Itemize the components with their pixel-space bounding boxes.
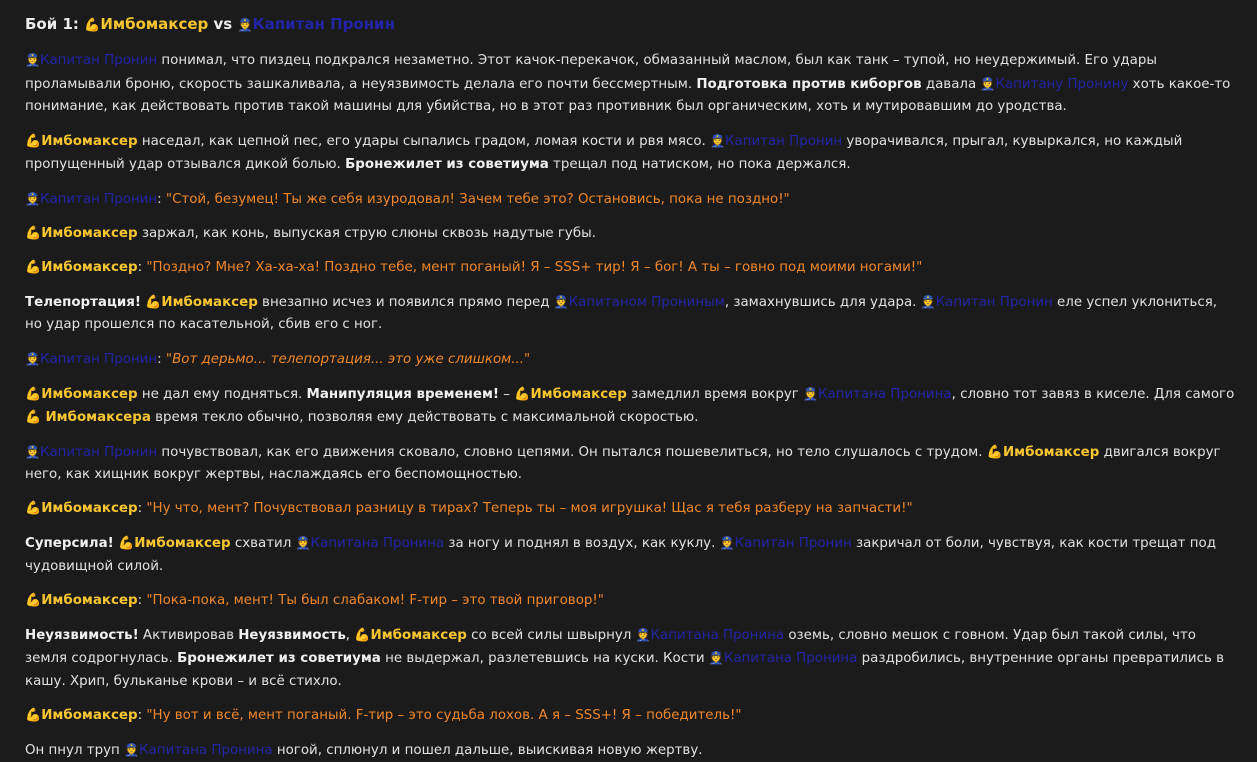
flexed-biceps-icon: 💪 — [25, 708, 41, 723]
narration-text: со всей силы швырнул — [467, 628, 636, 643]
narration-text: ногой, сплюнул и пошел дальше, выискивая новую жертву. — [273, 743, 703, 758]
skill-name: Суперсила! — [25, 536, 114, 551]
narration-text: Активировав — [139, 628, 239, 643]
narration-text: Он пнул труп — [25, 743, 124, 758]
narration-text: давала — [922, 77, 981, 92]
narration-text: , словно тот завяз в киселе. Для самого — [952, 387, 1235, 402]
flexed-biceps-icon: 💪 — [514, 387, 530, 402]
flexed-biceps-icon: 💪 — [354, 628, 370, 643]
narration-text: оземь, словно мешок с говном. Удар был такой силы, что земля содрогнулась. — [25, 628, 1196, 667]
skill-name: Подготовка против киборгов — [696, 77, 921, 92]
narration-text: – — [499, 387, 514, 402]
pronin-name: Капитана Пронина — [651, 628, 785, 643]
item-name: Бронежилет из советиума — [345, 157, 549, 172]
paragraph-11 — [25, 532, 1237, 578]
speaker-separator: : — [138, 501, 147, 516]
flexed-biceps-icon: 💪 — [145, 295, 161, 310]
paragraph-15 — [25, 739, 1237, 762]
imbomaxer-name: Имбомаксер — [41, 226, 137, 241]
dialogue-quote: "Ну вот и всё, мент поганый. F-тир – это судьба лохов. А я – SSS+! Я – победитель!" — [146, 708, 741, 723]
narration-text: закричал от боли, чувствуя, как кости трещат под чудовищной силой. — [25, 536, 1216, 574]
narration-text: трещал под натиском, но пока держался. — [549, 157, 851, 172]
narration-text: внезапно исчез и появился прямо перед — [258, 295, 554, 310]
dialogue-quote: "Вот дерьмо... телепортация... это уже слишком..." — [166, 352, 530, 367]
flexed-biceps-icon: 💪 — [25, 501, 41, 516]
dialogue-quote: "Пока-пока, мент! Ты был слабаком! F-тир – это твой приговор!" — [146, 593, 604, 608]
narration-text: раздробились, внутренние органы превратились в кашу. Хрип, бульканье крови – и всё стихло. — [25, 651, 1224, 689]
pronin-name: Капитан Пронин — [40, 445, 157, 460]
imbomaxer-name: Имбомаксер — [41, 387, 137, 402]
narration-text: , замахнувшись для удара. — [725, 295, 921, 310]
pronin-name: Капитана Пронина — [139, 743, 273, 758]
imbomaxer-name: Имбомаксер — [134, 536, 230, 551]
skill-name: Телепортация! — [25, 295, 141, 310]
flexed-biceps-icon: 💪 — [25, 134, 41, 149]
paragraph-14 — [25, 705, 1237, 728]
speaker-separator: : — [157, 352, 166, 367]
police-officer-icon: 👮 — [709, 651, 724, 665]
police-officer-icon: 👮 — [124, 743, 139, 757]
pronin-name: Капитана Пронина — [311, 536, 445, 551]
paragraph-9 — [25, 441, 1237, 487]
narration-text: за ногу и поднял в воздух, как куклу. — [444, 536, 720, 551]
narration-text: наседал, как цепной пес, его удары сыпались градом, ломая кости и рвя мясо. — [138, 134, 710, 149]
pronin-name: Капитаном Прониным — [569, 295, 725, 310]
flexed-biceps-icon: 💪 — [25, 260, 41, 275]
paragraph-6 — [25, 291, 1237, 337]
narration-text: уворачивался, прыгал, кувыркался, но каждый пропущенный удар отзывался дикой болью. — [25, 134, 1182, 172]
pronin-name: Капитан Пронин — [936, 295, 1053, 310]
battle-title — [25, 12, 1237, 38]
imbomaxer-name: Имбомаксера — [45, 410, 150, 425]
police-officer-icon: 👮 — [25, 445, 40, 459]
police-officer-icon: 👮 — [25, 352, 40, 366]
police-officer-icon: 👮 — [710, 134, 725, 148]
skill-name: Манипуляция временем! — [307, 387, 500, 402]
police-officer-icon: 👮 — [980, 77, 995, 91]
pronin-name: Капитана Пронина — [818, 387, 952, 402]
fighter-pronin: Капитан Пронин — [252, 15, 395, 33]
dialogue-quote: "Поздно? Мне? Ха-ха-ха! Поздно тебе, мент поганый! Я – SSS+ тир! Я – бог! А ты – говно под моими ногами!" — [146, 260, 922, 275]
imbomaxer-name: Имбомаксер — [41, 501, 137, 516]
police-officer-icon: 👮 — [25, 192, 40, 206]
police-officer-icon: 👮 — [636, 628, 651, 642]
narration-text: схватил — [231, 536, 296, 551]
dialogue-quote: "Стой, безумец! Ты же себя изуродовал! Зачем тебе это? Остановись, пока не поздно!" — [166, 192, 790, 207]
flexed-biceps-icon: 💪 — [118, 536, 134, 551]
pronin-name: Капитан Пронин — [40, 352, 157, 367]
police-officer-icon: 👮 — [803, 387, 818, 401]
narration-text: хоть какое-то понимание, как действовать против такой машины для убийства, но в этот раз противник был органическим, хоть и мутировавшим до уродства. — [25, 77, 1230, 115]
pronin-name: Капитан Пронин — [725, 134, 842, 149]
imbomaxer-name: Имбомаксер — [41, 708, 137, 723]
speaker-separator: : — [157, 192, 166, 207]
narration-text: не выдержал, разлетевшись на куски. Кости — [381, 651, 709, 666]
dialogue-quote: "Ну что, мент? Почувствовал разницу в тирах? Теперь ты – моя игрушка! Щас я тебя разберу на запчасти!" — [146, 501, 912, 516]
imbomaxer-name: Имбомаксер — [41, 134, 137, 149]
imbomaxer-name: Имбомаксер — [1003, 445, 1099, 460]
narration-text: , — [346, 628, 355, 643]
paragraph-3 — [25, 188, 1237, 212]
flexed-biceps-icon: 💪 — [25, 593, 41, 608]
police-officer-icon: 👮 — [237, 18, 252, 32]
paragraph-8 — [25, 383, 1237, 429]
flexed-biceps-icon: 💪 — [25, 226, 41, 241]
flexed-biceps-icon: 💪 — [987, 445, 1003, 460]
pronin-name: Капитан Пронин — [40, 192, 157, 207]
paragraph-1 — [25, 49, 1237, 119]
narration-text: двигался вокруг него, как хищник вокруг жертвы, наслаждаясь его беспомощностью. — [25, 445, 1221, 483]
item-name: Бронежилет из советиума — [177, 651, 381, 666]
flexed-biceps-icon: 💪 — [25, 410, 41, 425]
police-officer-icon: 👮 — [554, 295, 569, 309]
imbomaxer-name: Имбомаксер — [530, 387, 626, 402]
pronin-name: Капитан Пронин — [40, 53, 157, 68]
narration-text: время текло обычно, позволяя ему действовать с максимальной скоростью. — [151, 410, 699, 425]
paragraph-2 — [25, 130, 1237, 176]
speaker-separator: : — [138, 593, 147, 608]
fighter-imbomaxer: Имбомаксер — [100, 15, 208, 33]
narration-text: замедлил время вокруг — [627, 387, 803, 402]
paragraph-10 — [25, 498, 1237, 521]
flexed-biceps-icon: 💪 — [25, 387, 41, 402]
paragraph-5 — [25, 257, 1237, 280]
narration-text: еле успел уклониться, но удар прошелся по касательной, сбив его с ног. — [25, 295, 1217, 333]
paragraph-7 — [25, 348, 1237, 372]
speaker-separator: : — [138, 260, 147, 275]
police-officer-icon: 👮 — [25, 53, 40, 67]
pronin-name: Капитана Пронина — [724, 651, 858, 666]
paragraph-13 — [25, 624, 1237, 694]
imbomaxer-name: Имбомаксер — [41, 593, 137, 608]
paragraph-4 — [25, 223, 1237, 246]
speaker-separator: : — [138, 708, 147, 723]
imbomaxer-name: Имбомаксер — [161, 295, 257, 310]
versus-label: vs — [214, 15, 233, 33]
battle-title-prefix: Бой 1: — [25, 15, 79, 33]
police-officer-icon: 👮 — [921, 295, 936, 309]
police-officer-icon: 👮 — [296, 536, 311, 550]
imbomaxer-name: Имбомаксер — [41, 260, 137, 275]
narration-text: почувствовал, как его движения сковало, словно цепями. Он пытался пошевелиться, но тело слушалось с трудом. — [157, 445, 987, 460]
pronin-name: Капитану Пронину — [995, 77, 1128, 92]
pronin-name: Капитан Пронин — [735, 536, 852, 551]
narration-text: заржал, как конь, выпуская струю слюны сквозь надутые губы. — [138, 226, 596, 241]
narration-text: не дал ему подняться. — [138, 387, 307, 402]
skill-name: Неуязвимость — [238, 628, 346, 643]
paragraph-12 — [25, 590, 1237, 613]
skill-name: Неуязвимость! — [25, 628, 139, 643]
flexed-biceps-icon: 💪 — [84, 18, 100, 33]
police-officer-icon: 👮 — [720, 536, 735, 550]
imbomaxer-name: Имбомаксер — [371, 628, 467, 643]
narration-text: понимал, что пиздец подкрался незаметно. Этот качок-перекачок, обмазанный маслом, был как танк – тупой, но неудержимый. Его удары проламывали броню, скорость зашкаливала, а неуязвимость делала его почти бессмертным. — [25, 53, 1157, 92]
